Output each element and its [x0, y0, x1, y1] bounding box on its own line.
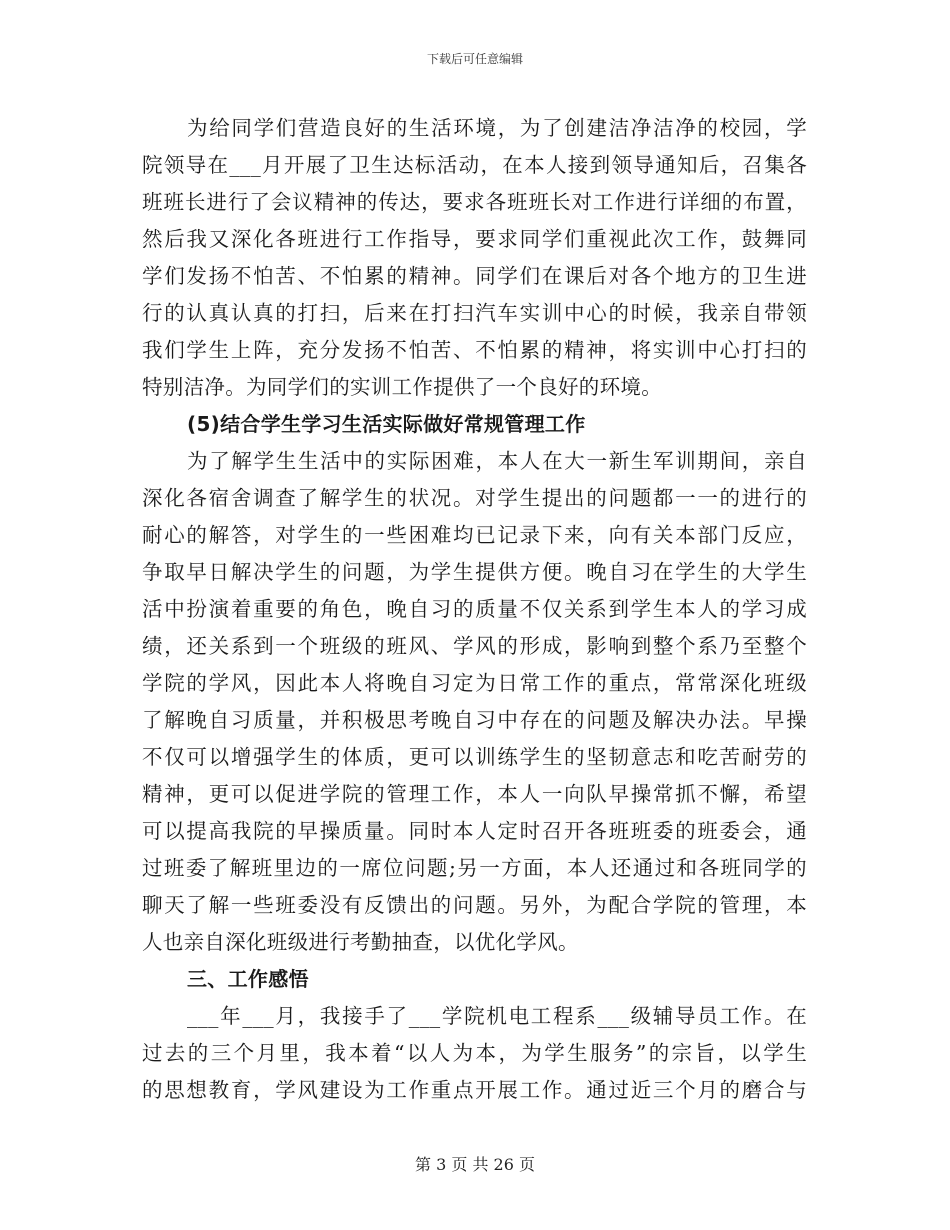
- section-heading-3: 三、工作感悟: [187, 967, 309, 991]
- page-header-note: 下载后可任意编辑: [426, 52, 523, 66]
- text-line: ___年___月，我接手了___学院机电工程系___级辅导员工作。在: [187, 1004, 807, 1028]
- paragraph-sanitation: [142, 110, 807, 406]
- text-line: 可以提高我院的早操质量。同时本人定时召开各班班委的班委会，通: [142, 819, 807, 843]
- text-line: 学们发扬不怕苦、不怕累的精神。同学们在课后对各个地方的卫生进: [142, 264, 807, 288]
- text-line: 了解晚自习质量，并积极思考晚自习中存在的问题及解决办法。早操: [142, 708, 807, 732]
- text-line: 为给同学们营造良好的生活环境，为了创建洁净洁净的校园，学: [187, 116, 807, 140]
- text-line: 行的认真认真的打扫，后来在打扫汽车实训中心的时候，我亲自带领: [142, 301, 807, 325]
- text-line: 精神，更可以促进学院的管理工作，本人一向队早操常抓不懈，希望: [142, 782, 807, 806]
- section-heading-5: (5)结合学生学习生活实际做好常规管理工作: [187, 412, 586, 436]
- text-line: 不仅可以增强学生的体质，更可以训练学生的坚韧意志和吃苦耐劳的: [142, 745, 807, 769]
- text-line: 班班长进行了会议精神的传达，要求各班班长对工作进行详细的布置，: [142, 190, 807, 214]
- text-line: 特别洁净。为同学们的实训工作提供了一个良好的环境。: [142, 375, 662, 399]
- text-line: 我们学生上阵，充分发扬不怕苦、不怕累的精神，将实训中心打扫的: [142, 338, 807, 362]
- text-line: 深化各宿舍调查了解学生的状况。对学生提出的问题都一一的进行的: [142, 486, 807, 510]
- text-line: 人也亲自深化班级进行考勤抽查，以优化学风。: [142, 930, 579, 954]
- text-line: 然后我又深化各班进行工作指导，要求同学们重视此次工作，鼓舞同: [142, 227, 807, 251]
- text-line: 的思想教育，学风建设为工作重点开展工作。通过近三个月的磨合与: [142, 1078, 807, 1102]
- page-number: 第 3 页 共 26 页: [415, 1155, 535, 1174]
- text-line: 绩，还关系到一个班级的班风、学风的形成，影响到整个系乃至整个: [142, 634, 807, 658]
- text-line: 聊天了解一些班委没有反馈出的问题。另外，为配合学院的管理，本: [142, 893, 807, 917]
- document-body: [142, 110, 807, 1109]
- text-line: 活中扮演着重要的角色，晚自习的质量不仅关系到学生本人的学习成: [142, 597, 807, 621]
- text-line: 为了解学生生活中的实际困难，本人在大一新生军训期间，亲自: [187, 449, 807, 473]
- text-line: 学院的学风，因此本人将晚自习定为日常工作的重点，常常深化班级: [142, 671, 807, 695]
- paragraph-work-reflection: [142, 998, 807, 1109]
- text-line: 争取早日解决学生的问题，为学生提供方便。晚自习在学生的大学生: [142, 560, 807, 584]
- text-line: 院领导在___月开展了卫生达标活动，在本人接到领导通知后，召集各: [142, 153, 807, 177]
- paragraph-routine-management: [142, 443, 807, 961]
- text-line: 耐心的解答，对学生的一些困难均已记录下来，向有关本部门反应，: [142, 523, 807, 547]
- text-line: 过去的三个月里，我本着“以人为本，为学生服务”的宗旨，以学生: [142, 1041, 807, 1065]
- text-line: 过班委了解班里边的一席位问题;另一方面，本人还通过和各班同学的: [142, 856, 807, 880]
